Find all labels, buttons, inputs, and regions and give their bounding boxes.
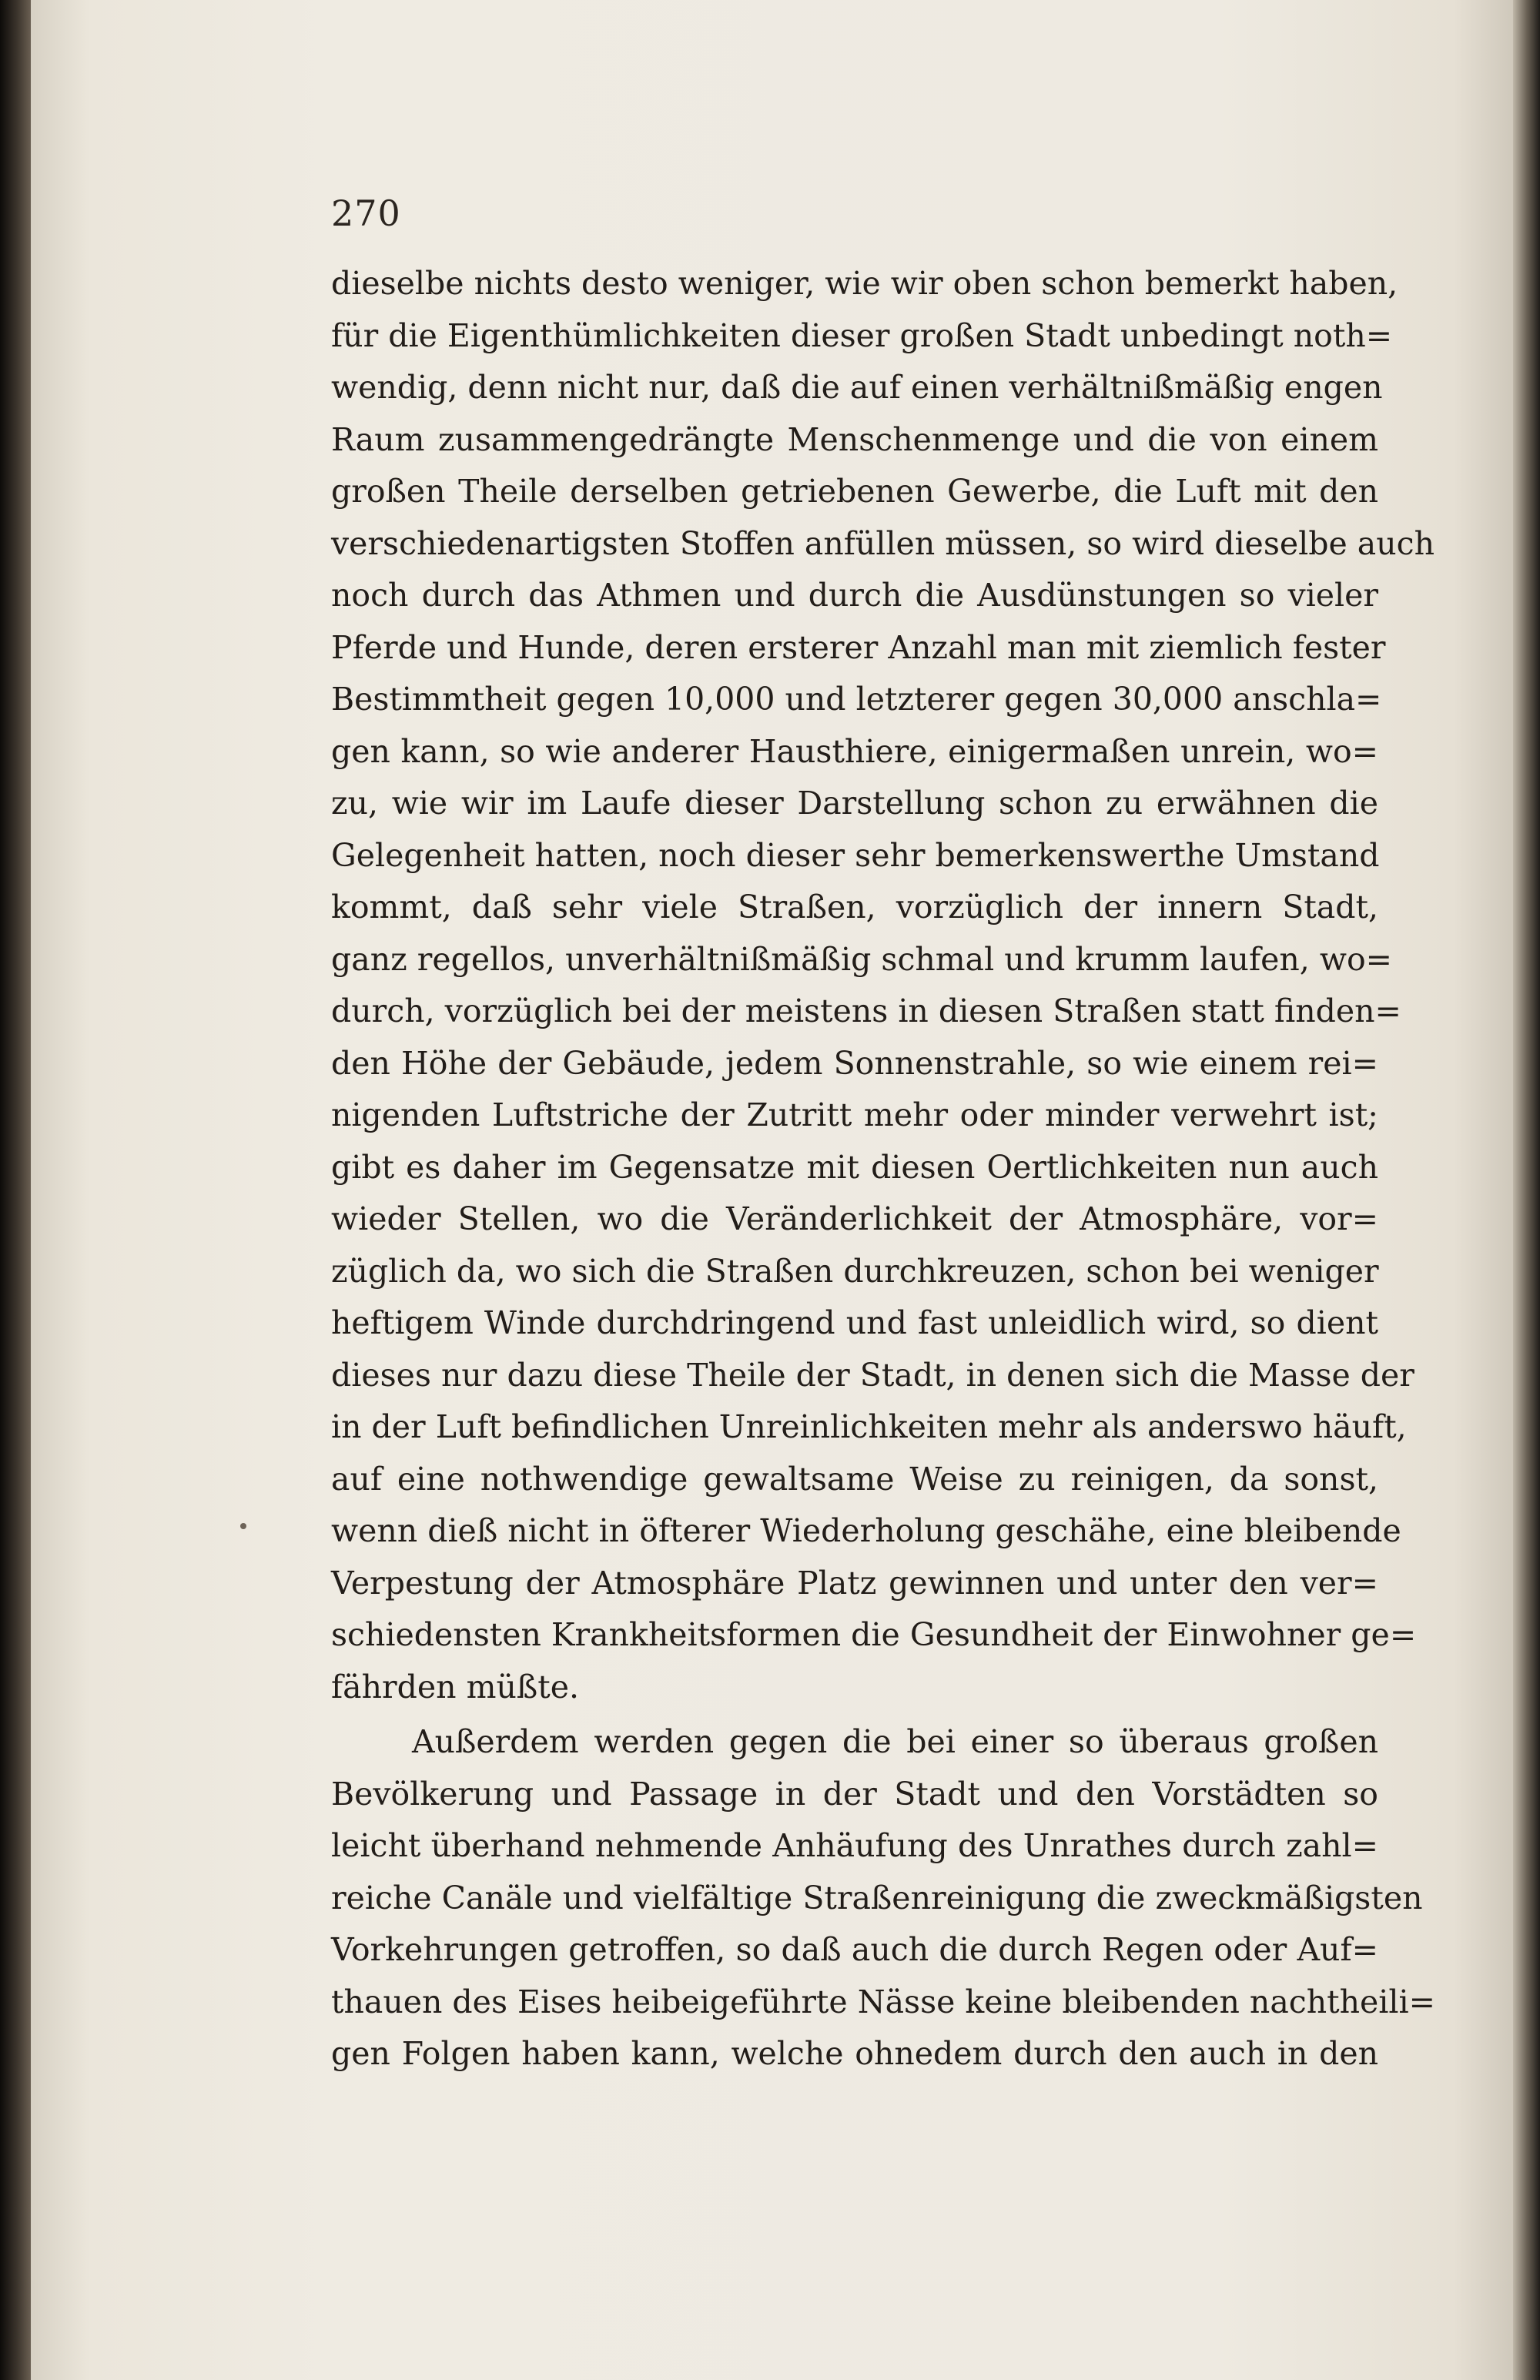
text-line: Raum zusammengedrängte Menschenmenge und die von einem — [331, 420, 1378, 458]
text-line: Bevölkerung und Passage in der Stadt und den Vorstädten so — [331, 1775, 1378, 1813]
text-line: dieses nur dazu diese Theile der Stadt, in denen sich die Masse der — [331, 1356, 1414, 1394]
text-line: ganz regellos, unverhältnißmäßig schmal und krumm laufen, wo= — [331, 940, 1393, 978]
text-line: verschiedenartigsten Stoffen anfüllen müssen, so wird dieselbe auch — [331, 524, 1435, 562]
body-text — [331, 258, 1435, 2080]
paper-speck — [240, 1523, 246, 1529]
text-line: wieder Stellen, wo die Veränderlichkeit der Atmosphäre, vor= — [331, 1200, 1378, 1237]
book-gutter-shadow — [0, 0, 31, 2380]
page-number: 270 — [331, 192, 401, 234]
text-line: Vorkehrungen getroffen, so daß auch die durch Regen oder Auf= — [331, 1931, 1378, 1968]
text-line: fährden müßte. — [331, 1668, 580, 1705]
text-line: großen Theile derselben getriebenen Gewerbe, die Luft mit den — [331, 473, 1378, 510]
text-line: schiedensten Krankheitsformen die Gesundheit der Einwohner ge= — [331, 1616, 1417, 1653]
paragraph — [331, 1716, 1435, 2080]
text-line: thauen des Eises heibeigeführte Nässe keine bleibenden nachtheili= — [331, 1983, 1435, 2020]
page-edge-shadow — [1513, 0, 1540, 2380]
text-line: in der Luft befindlichen Unreinlichkeiten mehr als anderswo häuft, — [331, 1408, 1407, 1445]
text-line: wenn dieß nicht in öfterer Wiederholung geschähe, eine bleibende — [331, 1512, 1401, 1549]
text-line: zu, wie wir im Laufe dieser Darstellung schon zu erwähnen die — [331, 785, 1378, 822]
text-line: heftigem Winde durchdringend und fast unleidlich wird, so dient — [331, 1304, 1378, 1341]
text-line: gen Folgen haben kann, welche ohnedem durch den auch in den — [331, 2035, 1378, 2072]
text-line: kommt, daß sehr viele Straßen, vorzüglich der innern Stadt, — [331, 889, 1378, 926]
text-line: dieselbe nichts desto weniger, wie wir oben schon bemerkt haben, — [331, 265, 1398, 302]
text-line: Außerdem werden gegen die bei einer so überaus großen — [412, 1723, 1378, 1760]
text-line: den Höhe der Gebäude, jedem Sonnenstrahle, so wie einem rei= — [331, 1044, 1378, 1082]
text-line: auf eine nothwendige gewaltsame Weise zu reinigen, da sonst, — [331, 1460, 1378, 1498]
text-line: gen kann, so wie anderer Hausthiere, einigermaßen unrein, wo= — [331, 732, 1378, 770]
text-line: durch, vorzüglich bei der meistens in diesen Straßen statt finden= — [331, 993, 1401, 1029]
text-line: leicht überhand nehmende Anhäufung des Unrathes durch zahl= — [331, 1827, 1378, 1864]
text-line: Verpestung der Atmosphäre Platz gewinnen und unter den ver= — [331, 1564, 1378, 1602]
text-line: gibt es daher im Gegensatze mit diesen Oertlichkeiten nun auch — [331, 1148, 1378, 1186]
text-line: reiche Canäle und vielfältige Straßenreinigung die zweckmäßigsten — [331, 1879, 1423, 1916]
text-line: züglich da, wo sich die Straßen durchkreuzen, schon bei weniger — [331, 1252, 1379, 1290]
text-line: Bestimmtheit gegen 10,000 und letzterer gegen 30,000 anschla= — [331, 681, 1382, 718]
paragraph — [331, 258, 1435, 1713]
text-line: nigenden Luftstriche der Zutritt mehr oder minder verwehrt ist; — [331, 1096, 1378, 1133]
text-line: noch durch das Athmen und durch die Ausdünstungen so vieler — [331, 577, 1378, 614]
text-line: wendig, denn nicht nur, daß die auf einen verhältnißmäßig engen — [331, 369, 1383, 406]
text-line: für die Eigenthümlichkeiten dieser großen Stadt unbedingt noth= — [331, 316, 1393, 354]
text-line: Gelegenheit hatten, noch dieser sehr bemerkenswerthe Umstand — [331, 836, 1380, 874]
text-line: Pferde und Hunde, deren ersterer Anzahl man mit ziemlich fester — [331, 628, 1386, 666]
